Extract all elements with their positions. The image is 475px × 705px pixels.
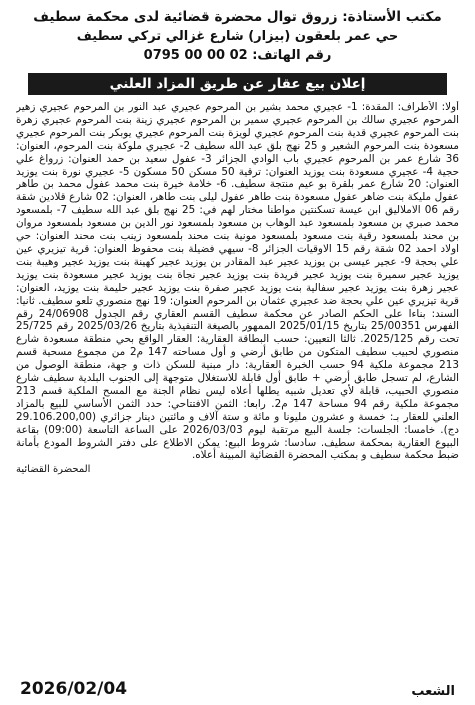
footer — [20, 675, 455, 699]
phone-label: رقم الهاتف: — [252, 48, 332, 63]
office-name: مكتب الأستاذة: زروق توال محضرة قضائية لدى محكمة سطيف — [33, 9, 442, 25]
office-address: حي عمر بلعقون (بيزار) شارع غزالي تركي سطيف — [76, 29, 399, 44]
header — [12, 8, 463, 65]
announcement-body — [16, 101, 459, 666]
publisher-name: الشعب — [411, 684, 455, 699]
parties-continued-paragraph: 6- خلامة خيرة بنت محمد عفول محمد بن طاهر عفول مليكة بنت ضاهر عفول مسعودة بنت طاهر عفول ليلى بنت طاهر، العنوان: 02 شارع قلادين شقة رقم 06 الاملاليق ابن عيسة تسكنتين مواطنا مختار لهم في: 25 نهج بلق عبد الله سطيف 7- بلمسعود محمد صبري بن مسعود بلمسعود عبد الوهاب بن مسعود بلمسعود نور الدين بن مسعود بلمسعود مروان بن محند بلمسعود رقية بنت مسعود بلمسعود مونية بنت محند بلمسعود زينب بنت محند العنوان: حي اولاد احمد 02 شقة رقم 15 الاوقيات الجزائر 8- سيهي فضيلة بنت محفوظ العنوان: قرية تيزيري عين علي بحجة 9- عجير عيسى بن يوزيد عجير عبد المقادر بن يوزيد عجير كهينة بنت يوزيد عجير وهيبة بنت يوزيد عجير سميرة بنت يوزيد عجير فريدة بنت يوزيد عجير نجاة بنت يوزيد عجير مسعودة بنت يوزيد عجير زهرة بنت يوزيد عجير سفالية بنت يوزيد عجير صفرة بنت يوزيد عجير حليمة بنت يوزيد، العنوان: قرية تيزيري عين علي بحجة ضد عجيري عثمان بن المرحوم العنوان: 19 نهج منصوري تلعو سطيف. — [16, 178, 459, 307]
title-and-property-paragraph: ثانيا: السند: بناءا على الحكم الصادر عن محكمة سطيف القسم العقاري رقم الجدول 24/06908 رقم الفهرس 25/00351 بتاريخ 2025/01/15 الممهور بالصيغة التنفيذية بتاريخ 2025/03/26 رقم 25/725 تحت رقم 2025/125. ثالثا التعيين: حسب البطاقة العقارية: العقار الواقع بحي منطقة مسعودة شارع منصوري لحبيب سطيف المتكون من طابق أرضي و أول مساحته 147 م2 من مجموع مسحية قسم 213 مجموعة ملكية 94 حسب الخبرة العقارية: دار مبنية للسكن ذات و جهة، منطقة الوصول من الشارع، لم تسجل طابق أرضي + طابق أول قابلة للاستغلال متوجهة إلى الجنوب البلدية سطيف شارع منصوري الحبيب، قابلة لأي تعديل شبيه يطلها أعلاه ليس نظام الجنة مع المسح الملكية قسم 213 مجموعة ملكية رقم 94 مساحة 147 م2. — [16, 294, 459, 410]
publication-date: 2026/02/04 — [20, 679, 128, 699]
announcement-title: إعلان بيع عقار عن طريق المزاد العلني — [28, 73, 447, 95]
phone-value: 0795 00 00 02 — [143, 48, 248, 63]
price-and-session-paragraph: رابعا: الثمن الافتتاحي: حدد الثمن الأساسي للبيع بالمزاد العلني للعقار بـ: خمسة و عشرون مليونا و مائة و ستة آلاف و مائتين دينار جزائري (29.106.200,00 دج). خامسا: الجلسات: جلسة البيع مرتقبة ليوم 2026/03/03 على الساعة التاسعة (09:00) بقاعة البيوع العقارية بمحكمة سطيف. سادسا: شروط البيع: يمكن الاطلاع على دفتر الشروط المودع بأمانة ضبط محكمة سطيف و بمكتب المحضرة القضائية المبينة أعلاه. — [16, 397, 459, 462]
parties-paragraph: أولا: الأطراف: المقدة: 1- عجيري محمد بشير بن المرحوم عجيري عبد النور بن المرحوم عجيري زهير المرحوم عجيري سالك بن المرحوم عجيري سمير بن المرحوم عجيري زينة بنت المرحوم عجيري زهرة بنت المرحوم عجيري قدية بنت المرحوم عجيري لويزة بنت المرحوم عجيري يوبكر بنت المرحوم عجيري مسعودة بنت المرحوم الشعير و 25 نهج بلق عبد الله سطيف 2- عجيري ملوكة بنت المرحوم، العنوان: 36 شارع عمر بن المرحوم عجيري باب الوادي الجزائر 3- عفول سعيد بن حمد العنوان: زرواغ علي حجية 4- عجيري مسعودة بنت يوزيد العنوان: ترقية 50 مسكن 50 مسكون 5- عجيري نورة بنت يوزيد العنوان: 20 شارع عمر بلقرة بو عيم منتجة سطيف. — [16, 101, 459, 191]
phone-line — [12, 46, 463, 65]
signature: المحضرة القضائية — [16, 464, 91, 476]
